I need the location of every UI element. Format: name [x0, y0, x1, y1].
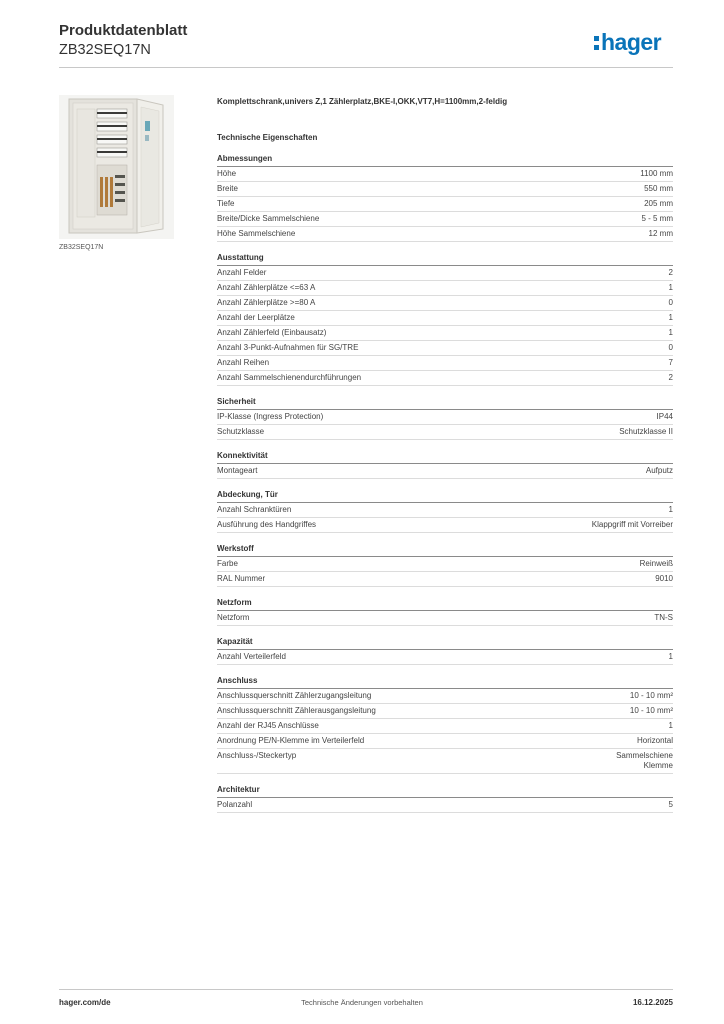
property-label: Anzahl Felder	[217, 268, 267, 277]
section-title: Sicherheit	[217, 397, 673, 410]
property-row	[217, 167, 673, 182]
property-label: Anschlussquerschnitt Zählerausgangsleitung	[217, 706, 376, 715]
property-value: 1	[668, 721, 673, 730]
property-label: Schutzklasse	[217, 427, 265, 436]
property-value: 10 - 10 mm²	[629, 706, 673, 715]
property-value: 5 - 5 mm	[641, 214, 673, 223]
property-value: IP44	[656, 412, 673, 421]
property-row	[217, 704, 673, 719]
property-value: 5	[668, 800, 673, 809]
product-details	[217, 97, 673, 813]
document-header	[59, 22, 187, 59]
property-row	[217, 341, 673, 356]
property-row	[217, 503, 673, 518]
property-label: Anzahl 3-Punkt-Aufnahmen für SG/TRE	[217, 343, 359, 352]
property-value: 1	[668, 313, 673, 322]
properties-sections	[217, 154, 673, 813]
property-label: Anzahl der Leerplätze	[217, 313, 295, 322]
property-row	[217, 464, 673, 479]
footer-divider	[59, 989, 673, 990]
section	[217, 253, 673, 386]
technical-properties-heading: Technische Eigenschaften	[217, 133, 318, 142]
property-label: IP-Klasse (Ingress Protection)	[217, 412, 324, 421]
logo-text: hager	[601, 29, 662, 55]
property-value: 1	[668, 505, 673, 514]
property-value: 1	[668, 283, 673, 292]
property-row	[217, 572, 673, 587]
property-row	[217, 266, 673, 281]
section	[217, 490, 673, 533]
property-row	[217, 689, 673, 704]
property-row	[217, 296, 673, 311]
footer-website: hager.com/de	[59, 998, 111, 1007]
property-label: Anschlussquerschnitt Zählerzugangsleitung	[217, 691, 372, 700]
section-title: Abmessungen	[217, 154, 673, 167]
document-title: Produktdatenblatt	[59, 22, 188, 39]
property-label: Anzahl Zählerfeld (Einbausatz)	[217, 328, 327, 337]
property-label: Anzahl Zählerplätze >=80 A	[217, 298, 316, 307]
image-caption: ZB32SEQ17N	[59, 244, 104, 251]
section-title: Konnektivität	[217, 451, 673, 464]
property-label: RAL Nummer	[217, 574, 266, 583]
property-label: Anzahl Verteilerfeld	[217, 652, 286, 661]
property-label: Höhe Sammelschiene	[217, 229, 296, 238]
property-value: Horizontal	[636, 736, 673, 745]
section	[217, 451, 673, 479]
property-value: 10 - 10 mm²	[629, 691, 673, 700]
property-row	[217, 650, 673, 665]
logo-dots-icon	[594, 28, 599, 50]
property-label: Anzahl Schranktüren	[217, 505, 292, 514]
property-label: Anzahl Zählerplätze <=63 A	[217, 283, 316, 292]
property-label: Ausführung des Handgriffes	[217, 520, 317, 529]
property-row	[217, 734, 673, 749]
property-label: Anzahl der RJ45 Anschlüsse	[217, 721, 319, 730]
property-row	[217, 356, 673, 371]
property-label: Breite/Dicke Sammelschiene	[217, 214, 320, 223]
section-title: Anschluss	[217, 676, 673, 689]
property-row	[217, 197, 673, 212]
property-row	[217, 611, 673, 626]
property-label: Anordnung PE/N-Klemme im Verteilerfeld	[217, 736, 365, 745]
property-value: 205 mm	[644, 199, 673, 208]
hager-logo	[594, 28, 661, 56]
footer-note: Technische Änderungen vorbehalten	[301, 998, 423, 1007]
section-title: Ausstattung	[217, 253, 673, 266]
section-title: Architektur	[217, 785, 673, 798]
section	[217, 676, 673, 774]
property-value: 12 mm	[648, 229, 673, 238]
property-row	[217, 410, 673, 425]
section	[217, 637, 673, 665]
property-label: Polanzahl	[217, 800, 253, 809]
property-value: 0	[668, 298, 673, 307]
property-row	[217, 749, 673, 774]
article-number: ZB32SEQ17N	[59, 42, 151, 58]
property-value: Reinweiß	[639, 559, 673, 568]
section	[217, 544, 673, 587]
property-row	[217, 281, 673, 296]
property-label: Farbe	[217, 559, 238, 568]
property-value: 9010	[655, 574, 673, 583]
product-cabinet-image	[59, 95, 174, 239]
property-row	[217, 227, 673, 242]
property-value: 1100 mm	[640, 169, 673, 178]
property-value: Aufputz	[645, 466, 673, 475]
property-label: Anzahl Reihen	[217, 358, 270, 367]
property-label: Höhe	[217, 169, 237, 178]
property-row	[217, 798, 673, 813]
property-value: Sammelschiene Klemme	[616, 751, 673, 770]
section-title: Werkstoff	[217, 544, 673, 557]
section	[217, 154, 673, 242]
property-value: 1	[668, 328, 673, 337]
property-value: 2	[668, 373, 673, 382]
property-row	[217, 212, 673, 227]
property-label: Anzahl Sammelschienendurchführungen	[217, 373, 362, 382]
section	[217, 397, 673, 440]
property-label: Breite	[217, 184, 238, 193]
property-value: 2	[668, 268, 673, 277]
property-label: Anschluss-/Steckertyp	[217, 751, 297, 760]
property-row	[217, 518, 673, 533]
section	[217, 785, 673, 813]
property-label: Montageart	[217, 466, 258, 475]
property-value: 550 mm	[644, 184, 673, 193]
property-value: TN-S	[654, 613, 673, 622]
property-label: Tiefe	[217, 199, 235, 208]
footer-date: 16.12.2025	[632, 998, 673, 1007]
property-row	[217, 371, 673, 386]
property-row	[217, 557, 673, 572]
header-divider	[59, 67, 673, 68]
product-description: Komplettschrank,univers Z,1 Zählerplatz,BKE-I,OKK,VT7,H=1100mm,2-feldig	[217, 97, 508, 106]
property-value: 1	[668, 652, 673, 661]
property-value: Klappgriff mit Vorreiber	[591, 520, 673, 529]
property-row	[217, 311, 673, 326]
property-value: Schutzklasse II	[619, 427, 673, 436]
section-title: Netzform	[217, 598, 673, 611]
property-row	[217, 182, 673, 197]
property-label: Netzform	[217, 613, 250, 622]
property-row	[217, 326, 673, 341]
property-row	[217, 719, 673, 734]
section-title: Kapazität	[217, 637, 673, 650]
property-value: 0	[668, 343, 673, 352]
property-value: 7	[668, 358, 673, 367]
section-title: Abdeckung, Tür	[217, 490, 673, 503]
section	[217, 598, 673, 626]
property-row	[217, 425, 673, 440]
